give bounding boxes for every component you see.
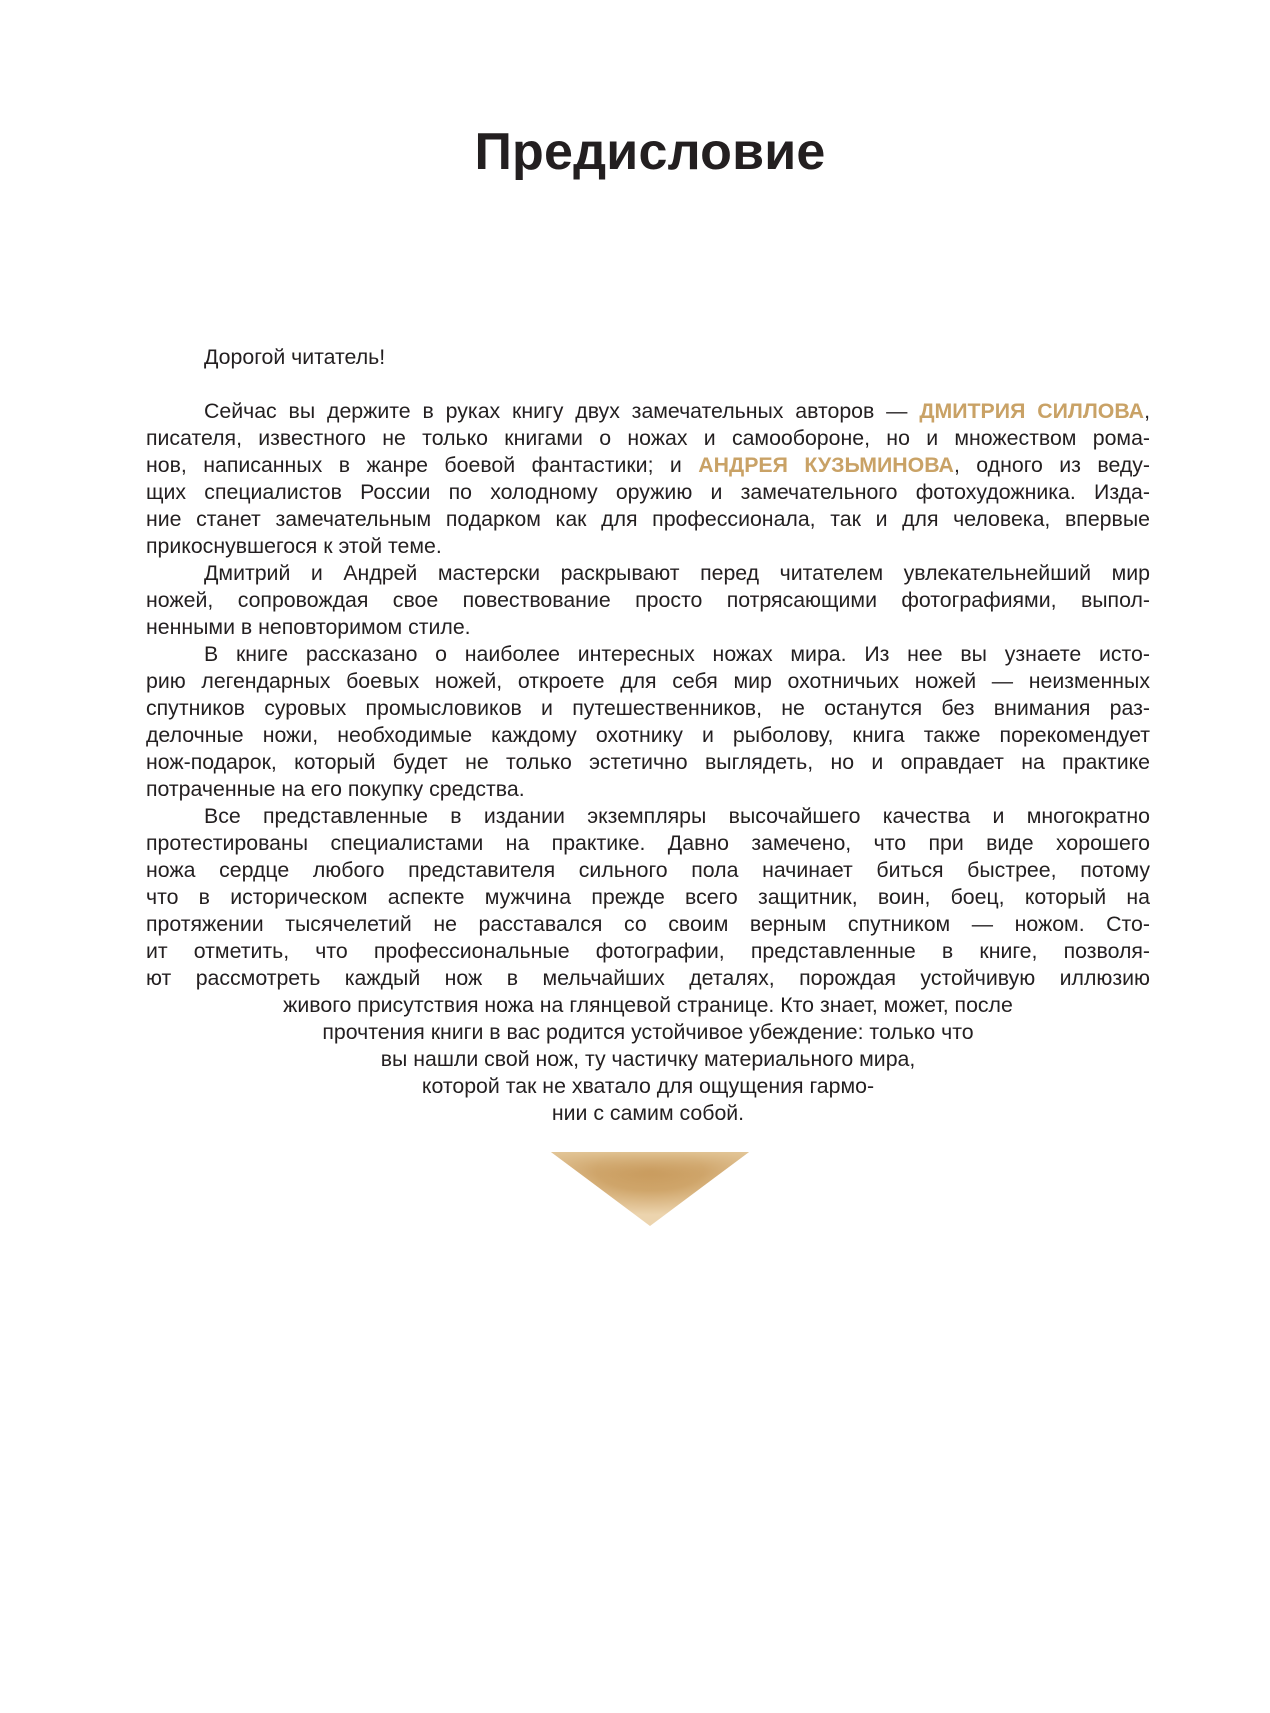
text-line [204, 398, 1150, 425]
text-run: живого присутствия ножа на глянцевой странице. Кто знает, может, после [283, 993, 1013, 1017]
text-line [146, 695, 1150, 722]
text-line [146, 506, 1150, 533]
text-run: ют рассмотреть каждый нож в мельчайших деталях, порождая устойчивую иллюзию [146, 966, 1150, 990]
text-line [146, 911, 1150, 938]
text-run: потраченные на его покупку средства. [146, 777, 525, 801]
author-name: АНДРЕЯ КУЗЬМИНОВА [698, 453, 954, 477]
greeting: Дорогой читатель! [204, 345, 386, 369]
text-run: Сейчас вы держите в руках книгу двух замечательных авторов — [204, 399, 920, 423]
text-line [146, 749, 1150, 776]
text-run: ножей, сопровождая свое повествование просто потрясающими фотографиями, выпол- [146, 588, 1150, 612]
text-run: ненными в неповторимом стиле. [146, 615, 471, 639]
text-run: прочтения книги в вас родится устойчивое убеждение: только что [322, 1020, 974, 1044]
text-run: , [1144, 399, 1150, 423]
text-line [146, 533, 1150, 560]
text-line [146, 425, 1150, 452]
text-line [146, 830, 1150, 857]
text-run: писателя, известного не только книгами о ножах и самообороне, но и множеством рома- [146, 426, 1150, 450]
text-run: спутников суровых промысловиков и путешественников, не останутся без внимания раз- [146, 696, 1150, 720]
text-line [146, 614, 1150, 641]
text-line [204, 803, 1150, 830]
text-run: ние станет замечательным подарком как для профессионала, так и для человека, впервые [146, 507, 1150, 531]
text-run: протестированы специалистами на практике. Давно замечено, что при виде хорошего [146, 831, 1150, 855]
text-line [146, 722, 1150, 749]
text-line [146, 938, 1150, 965]
text-run: рию легендарных боевых ножей, откроете для себя мир охотничьих ножей — неизменных [146, 669, 1150, 693]
text-run: ножа сердце любого представителя сильного пола начинает биться быстрее, потому [146, 858, 1150, 882]
page-title: Предисловие [474, 123, 826, 181]
text-line [204, 560, 1150, 587]
text-run: ит отметить, что профессиональные фотографии, представленные в книге, позволя- [146, 939, 1150, 963]
text-run: щих специалистов России по холодному оружию и замечательного фотохудожника. Изда- [146, 480, 1150, 504]
text-run: Все представленные в издании экземпляры высочайшего качества и многократно [204, 804, 1150, 828]
text-line [146, 776, 1150, 803]
text-run: делочные ножи, необходимые каждому охотнику и рыболову, книга также порекомендует [146, 723, 1150, 747]
text-line [146, 452, 1150, 479]
triangle-ornament-icon [551, 1152, 749, 1226]
author-name: ДМИТРИЯ СИЛЛОВА [919, 399, 1145, 423]
text-run: которой так не хватало для ощущения гармо- [421, 1074, 875, 1098]
text-line [146, 1073, 1150, 1100]
text-line [146, 992, 1150, 1019]
text-line [146, 668, 1150, 695]
text-line [146, 1100, 1150, 1127]
text-run: В книге рассказано о наиболее интересных ножах мира. Из нее вы узнаете исто- [204, 642, 1150, 666]
text-run: Дмитрий и Андрей мастерски раскрывают перед читателем увлекательнейший мир [204, 561, 1150, 585]
text-run: нов, написанных в жанре боевой фантастики; и [146, 453, 699, 477]
text-line [146, 1046, 1150, 1073]
text-line [146, 479, 1150, 506]
text-line [204, 641, 1150, 668]
text-line [146, 1019, 1150, 1046]
text-line [146, 965, 1150, 992]
text-run: , одного из веду- [953, 453, 1150, 477]
text-line [146, 884, 1150, 911]
text-line [146, 587, 1150, 614]
text-run: прикоснувшегося к этой теме. [146, 534, 442, 558]
text-run: нож-подарок, который будет не только эстетично выглядеть, но и оправдает на практике [146, 750, 1150, 774]
text-run: протяжении тысячелетий не расставался со своим верным спутником — ножом. Сто- [146, 912, 1150, 936]
text-run: нии с самим собой. [551, 1101, 745, 1125]
text-run: вы нашли свой нож, ту частичку материального мира, [380, 1047, 916, 1071]
text-line [146, 857, 1150, 884]
text-run: что в историческом аспекте мужчина прежде всего защитник, воин, боец, который на [146, 885, 1150, 909]
